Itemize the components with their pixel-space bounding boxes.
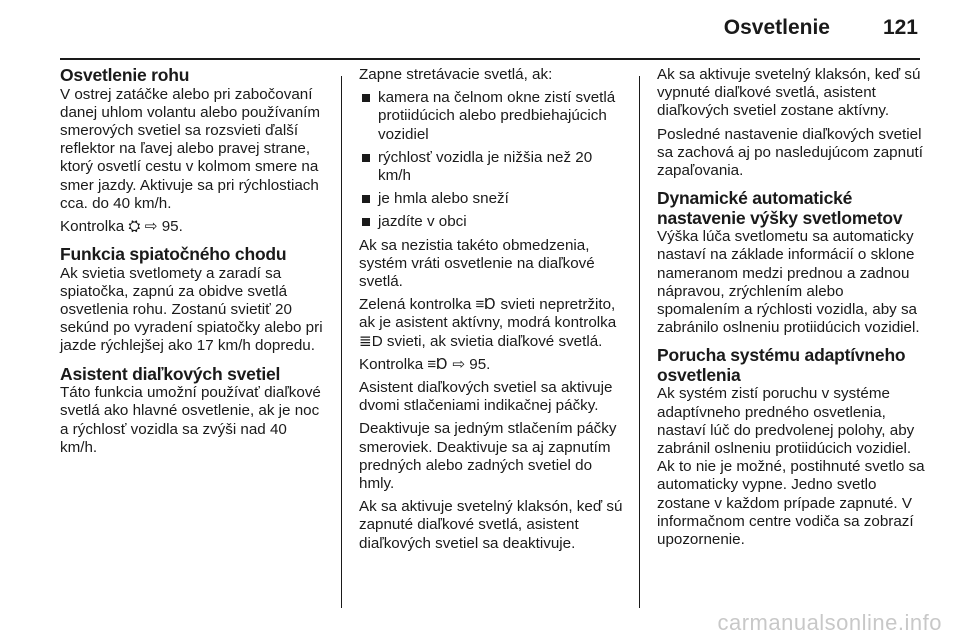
paragraph: Posledné nastavenie diaľkových svetiel sa zachová aj po nasledujúcom zapnutí zapaľovania. [657, 125, 923, 180]
column-3 [657, 66, 925, 554]
watermark: carmanualsonline.info [717, 610, 942, 635]
paragraph: Deaktivuje sa jedným stlačením páčky smeroviek. Deaktivuje sa aj zapnutím predných alebo zadných svetiel do hmly. [359, 420, 617, 493]
section-heading-dynamic-leveling: Dynamické automatické nastavenie výšky svetlometov [657, 188, 903, 228]
paragraph: Kontrolka ⛭ ⇨ 95. [60, 217, 183, 235]
column-divider [639, 76, 640, 608]
paragraph: Ak sa aktivuje svetelný klaksón, keď sú vypnuté diaľkové svetlá, asistent diaľkových svetiel zostane aktívny. [657, 66, 921, 120]
column-divider [341, 76, 342, 608]
list-item: rýchlosť vozidla je nižšia než 20 km/h [359, 149, 625, 185]
page-title: Osvetlenie [723, 16, 830, 39]
paragraph: Výška lúča svetlometu sa automaticky nastaví na základe informácií o sklone nameranom medzi prednou a zadnou nápravou, zrýchlením alebo spomalením a rýchlosti vozidla, aby sa zabránilo oslneniu protiidúcich vozidiel. [657, 228, 920, 337]
section-heading-high-beam-assist: Asistent diaľkových svetiel [60, 363, 281, 384]
paragraph: V ostrej zatáčke alebo pri zabočovaní danej uhlom volantu alebo používaním smerových svetiel sa rozsvieti ďalší reflektor na ľavej alebo pravej strane, ktorý osvetlí cestu v kolmom smere na smer jazdy. Aktivuje sa pri rýchlostiach cca. do 40 km/h. [60, 85, 321, 212]
list-item: jazdíte v obci [359, 213, 625, 231]
paragraph: Ak sa nezistia takéto obmedzenia, systém vráti osvetlenie na diaľkové svetlá. [359, 236, 595, 291]
paragraph: Ak systém zistí poruchu v systéme adaptívneho predného osvetlenia, nastaví lúč do predvolenej polohy, aby zabránil oslneniu protiidúcich vozidiel. Ak to nie je možné, postihnuté svetlo sa automaticky vypne. Jedno svetlo zostane v každom prípade zapnuté. V informačnom centre vodiča sa zobrazí upozornenie. [657, 385, 925, 549]
page-number: 121 [882, 16, 918, 39]
section-heading-adaptive-fault: Porucha systému adaptívneho osvetlenia [657, 345, 906, 385]
paragraph: Táto funkcia umožní používať diaľkové svetlá ako hlavné osvetlenie, ak je noc a rýchlosť vozidla sa zvýši nad 40 km/h. [60, 384, 321, 456]
paragraph: Asistent diaľkových svetiel sa aktivuje dvomi stlačeniami indikačnej páčky. [359, 379, 613, 415]
paragraph: Ak sa aktivuje svetelný klaksón, keď sú zapnuté diaľkové svetlá, asistent diaľkových svetiel sa deaktivuje. [359, 498, 623, 552]
list-item: kamera na čelnom okne zistí svetlá protiidúcich alebo predbiehajúcich vozidiel [359, 89, 625, 144]
bullet-list [359, 89, 625, 231]
section-heading-corner-lighting: Osvetlenie rohu [60, 65, 190, 85]
header-divider [60, 58, 920, 60]
paragraph: Zapne stretávacie svetlá, ak: [359, 66, 553, 83]
paragraph: Zelená kontrolka ≡Ɒ svieti nepretržito, ak je asistent aktívny, modrá kontrolka ≣D svieti, ak svietia diaľkové svetlá. [359, 296, 617, 350]
section-heading-reverse-function: Funkcia spiatočného chodu [60, 244, 287, 265]
column-2 [359, 66, 625, 558]
list-item: je hmla alebo sneží [359, 190, 625, 208]
paragraph: Ak svietia svetlomety a zaradí sa spiatočka, zapnú za obidve svetlá osvetlenia rohu. Zostanú svietiť 20 sekúnd po vyradení spiatočky alebo pri jazde rýchlejšej ako 17 km/h dopredu. [60, 264, 323, 355]
column-1 [60, 66, 326, 462]
paragraph: Kontrolka ≡Ɒ ⇨ 95. [359, 355, 491, 373]
